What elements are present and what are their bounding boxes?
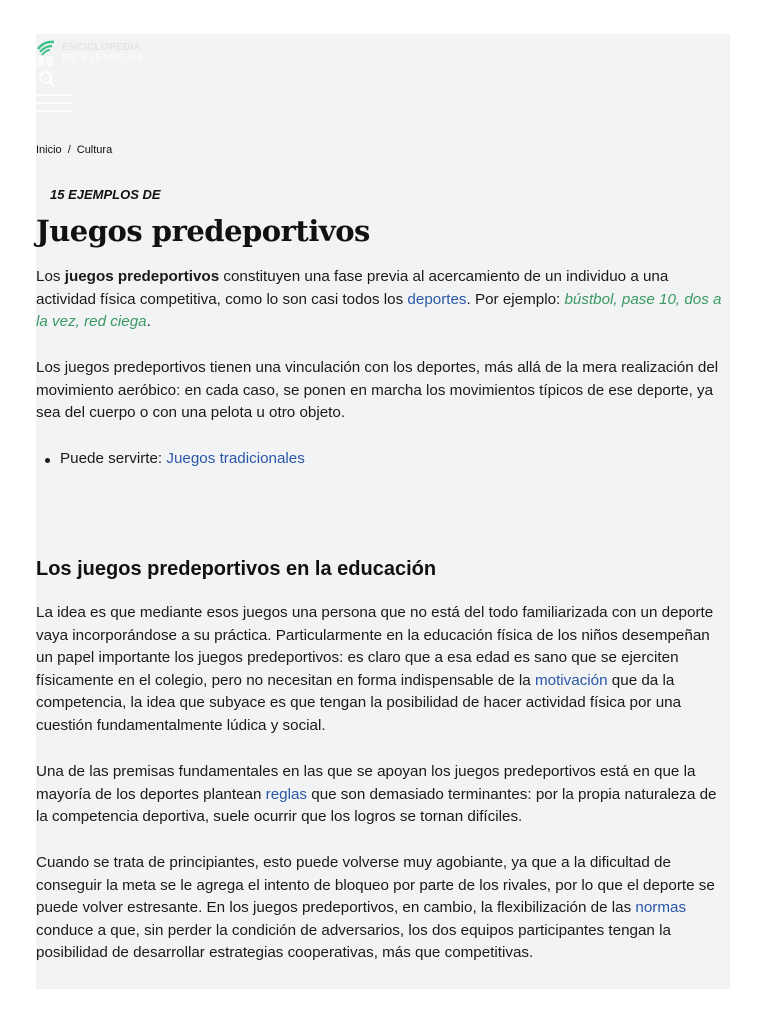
- logo-line1: ENCICLOPEDIA: [62, 42, 142, 53]
- p5-text-1: Cuando se trata de principiantes, esto puede volverse muy agobiante, ya que a la dificultad de conseguir la meta se le agrega el intento de bloqueo por parte de los rivales, por lo que el deporte se puede volver estresante. En los juegos predeportivos, en cambio, la flexibilización de las: [36, 854, 715, 917]
- examples-highlight: bústbol, pase 10, dos a la vez, red ciega: [36, 290, 722, 331]
- p3-text-1: La idea es que mediante esos juegos una persona que no está del todo familiarizada con un deporte vaya incorporándose a su práctica. Particularmente en la educación física de los niños desempeñan un papel importante los juegos predeportivos: es claro que a esa edad es sano que se ejerciten físicamente en el colegio, pero no necesitan en forma indispensable de la: [36, 604, 714, 689]
- bullet-dot: [45, 458, 50, 463]
- p1-bold-term: juegos predeportivos: [64, 268, 220, 285]
- paragraph-2: Los juegos predeportivos tienen una vinculación con los deportes, más allá de la mera realización del movimiento aeróbico: en cada caso, se ponen en marcha los movimientos típicos de ese deporte, ya sea del cuerpo o con una pelota u otro objeto.: [36, 359, 719, 422]
- p1-text-2: constituyen una fase previa al acercamiento de un individuo a una actividad física competitiva, como lo son casi todos los: [36, 268, 669, 308]
- site-logo[interactable]: [36, 39, 166, 69]
- section-heading: Los juegos predeportivos en la educación: [36, 558, 437, 580]
- motivacion-link[interactable]: motivación: [534, 671, 608, 689]
- p5-text-2: conduce a que, sin perder la condición de adversarios, los dos equipos participantes tengan la posibilidad de desarrollar estrategias cooperativas, más que competitivas.: [36, 921, 671, 962]
- search-icon[interactable]: [38, 70, 56, 88]
- reglas-link[interactable]: reglas: [265, 785, 308, 803]
- breadcrumb-category[interactable]: Cultura: [76, 144, 113, 156]
- paragraph-4: [36, 761, 730, 829]
- p4-text-2: que son demasiado terminantes: por la propia naturaleza de la competencia deportiva, suele ocurrir que los logros se tornan difíciles.: [36, 785, 717, 826]
- juegos-tradicionales-link[interactable]: Juegos tradicionales: [166, 450, 305, 467]
- breadcrumb-home[interactable]: Inicio: [36, 144, 62, 156]
- paragraph-3: [36, 602, 730, 738]
- p4-text-1: Una de las premisas fundamentales en las que se apoyan los juegos predeportivos está en que la mayoría de los deportes plantean: [36, 763, 696, 803]
- p1-text-1: Los: [36, 268, 65, 285]
- intro-paragraph: [36, 266, 730, 334]
- breadcrumb: [36, 144, 112, 156]
- menu-icon[interactable]: [36, 93, 72, 113]
- normas-link[interactable]: normas: [635, 899, 687, 917]
- deportes-link[interactable]: deportes: [407, 290, 467, 308]
- paragraph-5: [36, 852, 730, 965]
- page-content: [36, 34, 730, 989]
- logo-text: [62, 42, 144, 64]
- logo-icon: [36, 39, 58, 67]
- list-item: [36, 448, 730, 471]
- page-title: Juegos predeportivos: [36, 214, 370, 248]
- article-kicker: 15 EJEMPLOS DE: [50, 187, 161, 202]
- breadcrumb-separator: /: [67, 144, 71, 156]
- p1-text-4: .: [146, 313, 151, 331]
- logo-line2: DE EJEMPLOS: [62, 52, 144, 64]
- p1-text-3: . Por ejemplo:: [466, 290, 565, 308]
- bullet-label: Puede servirte:: [60, 450, 167, 467]
- p3-text-2: que da la competencia, la idea que subyace es que tengan la posibilidad de hacer actividad física por una cuestión fundamentalmente lúdica y social.: [36, 671, 682, 734]
